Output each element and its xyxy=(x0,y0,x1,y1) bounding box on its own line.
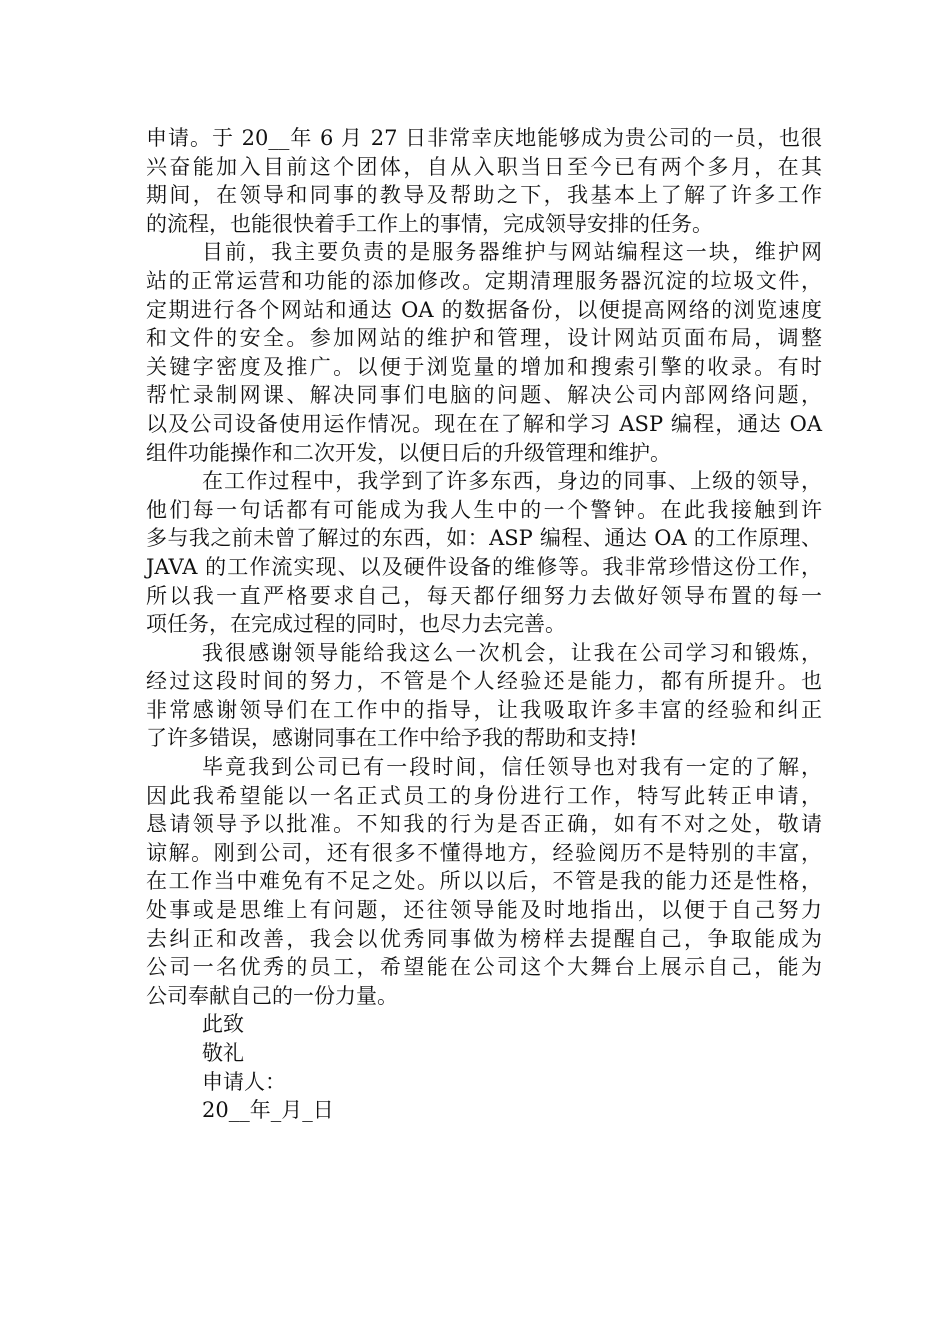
text-line: 帮忙录制网课、解决同事们电脑的问题、解决公司内部网络问题， xyxy=(146,383,822,408)
text-line: 关键字密度及推广。以便于浏览量的增加和搜索引擎的收录。有时 xyxy=(146,354,822,379)
text-line: 兴奋能加入目前这个团体，自从入职当日至今已有两个多月，在其 xyxy=(146,154,822,179)
text-line: 在工作当中难免有不足之处。所以以后，不管是我的能力还是性格， xyxy=(146,869,822,894)
text-line: 恳请领导予以批准。不知我的行为是否正确，如有不对之处，敬请 xyxy=(146,812,822,837)
text-line: 目前，我主要负责的是服务器维护与网站编程这一块，维护网 xyxy=(202,240,822,265)
text-line: 组件功能操作和二次开发，以便日后的升级管理和维护。 xyxy=(146,440,671,465)
text-line: JAVA 的工作流实现、以及硬件设备的维修等。我非常珍惜这份工作， xyxy=(146,554,822,579)
text-line: 定期进行各个网站和通达 OA 的数据备份，以便提高网络的浏览速度 xyxy=(146,297,822,322)
text-line: 公司奉献自己的一份力量。 xyxy=(146,983,398,1008)
salutation-text: 此致 xyxy=(202,1012,244,1037)
text-line: 所以我一直严格要求自己，每天都仔细努力去做好领导布置的每一 xyxy=(146,583,822,608)
paragraph-learning xyxy=(146,467,822,639)
text-line: 在工作过程中，我学到了许多东西，身边的同事、上级的领导， xyxy=(202,469,822,494)
text-line: 的流程，也能很快着手工作上的事情，完成领导安排的任务。 xyxy=(146,211,713,236)
text-line: 多与我之前未曾了解过的东西，如：ASP 编程、通达 OA 的工作原理、 xyxy=(146,526,822,551)
text-line: 毕竟我到公司已有一段时间，信任领导也对我有一定的了解， xyxy=(202,755,822,780)
text-line: 站的正常运营和功能的添加修改。定期清理服务器沉淀的垃圾文件， xyxy=(146,268,822,293)
paragraph-intro xyxy=(146,124,822,238)
text-line: 因此我希望能以一名正式员工的身份进行工作，特写此转正申请， xyxy=(146,783,822,808)
date-line: 20__年_月_日 xyxy=(202,1098,334,1123)
text-line: 申请。于 20__年 6 月 27 日非常幸庆地能够成为贵公司的一员，也很 xyxy=(146,126,822,150)
paragraph-request xyxy=(146,753,822,1010)
text-line: 了许多错误，感谢同事在工作中给予我的帮助和支持! xyxy=(146,726,638,751)
closing-block xyxy=(146,1010,822,1124)
text-line: 期间，在领导和同事的教导及帮助之下，我基本上了解了许多工作 xyxy=(146,183,822,208)
paragraph-gratitude xyxy=(146,639,822,753)
text-line: 项任务，在完成过程的同时，也尽力去完善。 xyxy=(146,612,566,637)
text-line: 公司一名优秀的员工，希望能在公司这个大舞台上展示自己，能为 xyxy=(146,955,822,980)
text-line: 我很感谢领导能给我这么一次机会，让我在公司学习和锻炼， xyxy=(202,640,822,665)
text-line: 处事或是思维上有问题，还往领导能及时地指出，以便于自己努力 xyxy=(146,898,822,923)
text-line: 去纠正和改善，我会以优秀同事做为榜样去提醒自己，争取能成为 xyxy=(146,926,822,951)
text-line: 经过这段时间的努力，不管是个人经验还是能力，都有所提升。也 xyxy=(146,669,822,694)
text-line: 以及公司设备使用运作情况。现在在了解和学习 ASP 编程，通达 OA xyxy=(146,411,822,436)
text-line: 谅解。刚到公司，还有很多不懂得地方，经验阅历不是特别的丰富， xyxy=(146,840,822,865)
applicant-label: 申请人： xyxy=(202,1069,286,1094)
text-line: 他们每一句话都有可能成为我人生中的一个警钟。在此我接触到许 xyxy=(146,497,822,522)
text-line: 和文件的安全。参加网站的维护和管理，设计网站页面布局，调整 xyxy=(146,326,822,351)
document-body xyxy=(146,124,822,1125)
regards-text: 敬礼 xyxy=(202,1041,244,1065)
text-line: 非常感谢领导们在工作中的指导，让我吸取许多丰富的经验和纠正 xyxy=(146,697,822,722)
paragraph-current-duties xyxy=(146,238,822,467)
